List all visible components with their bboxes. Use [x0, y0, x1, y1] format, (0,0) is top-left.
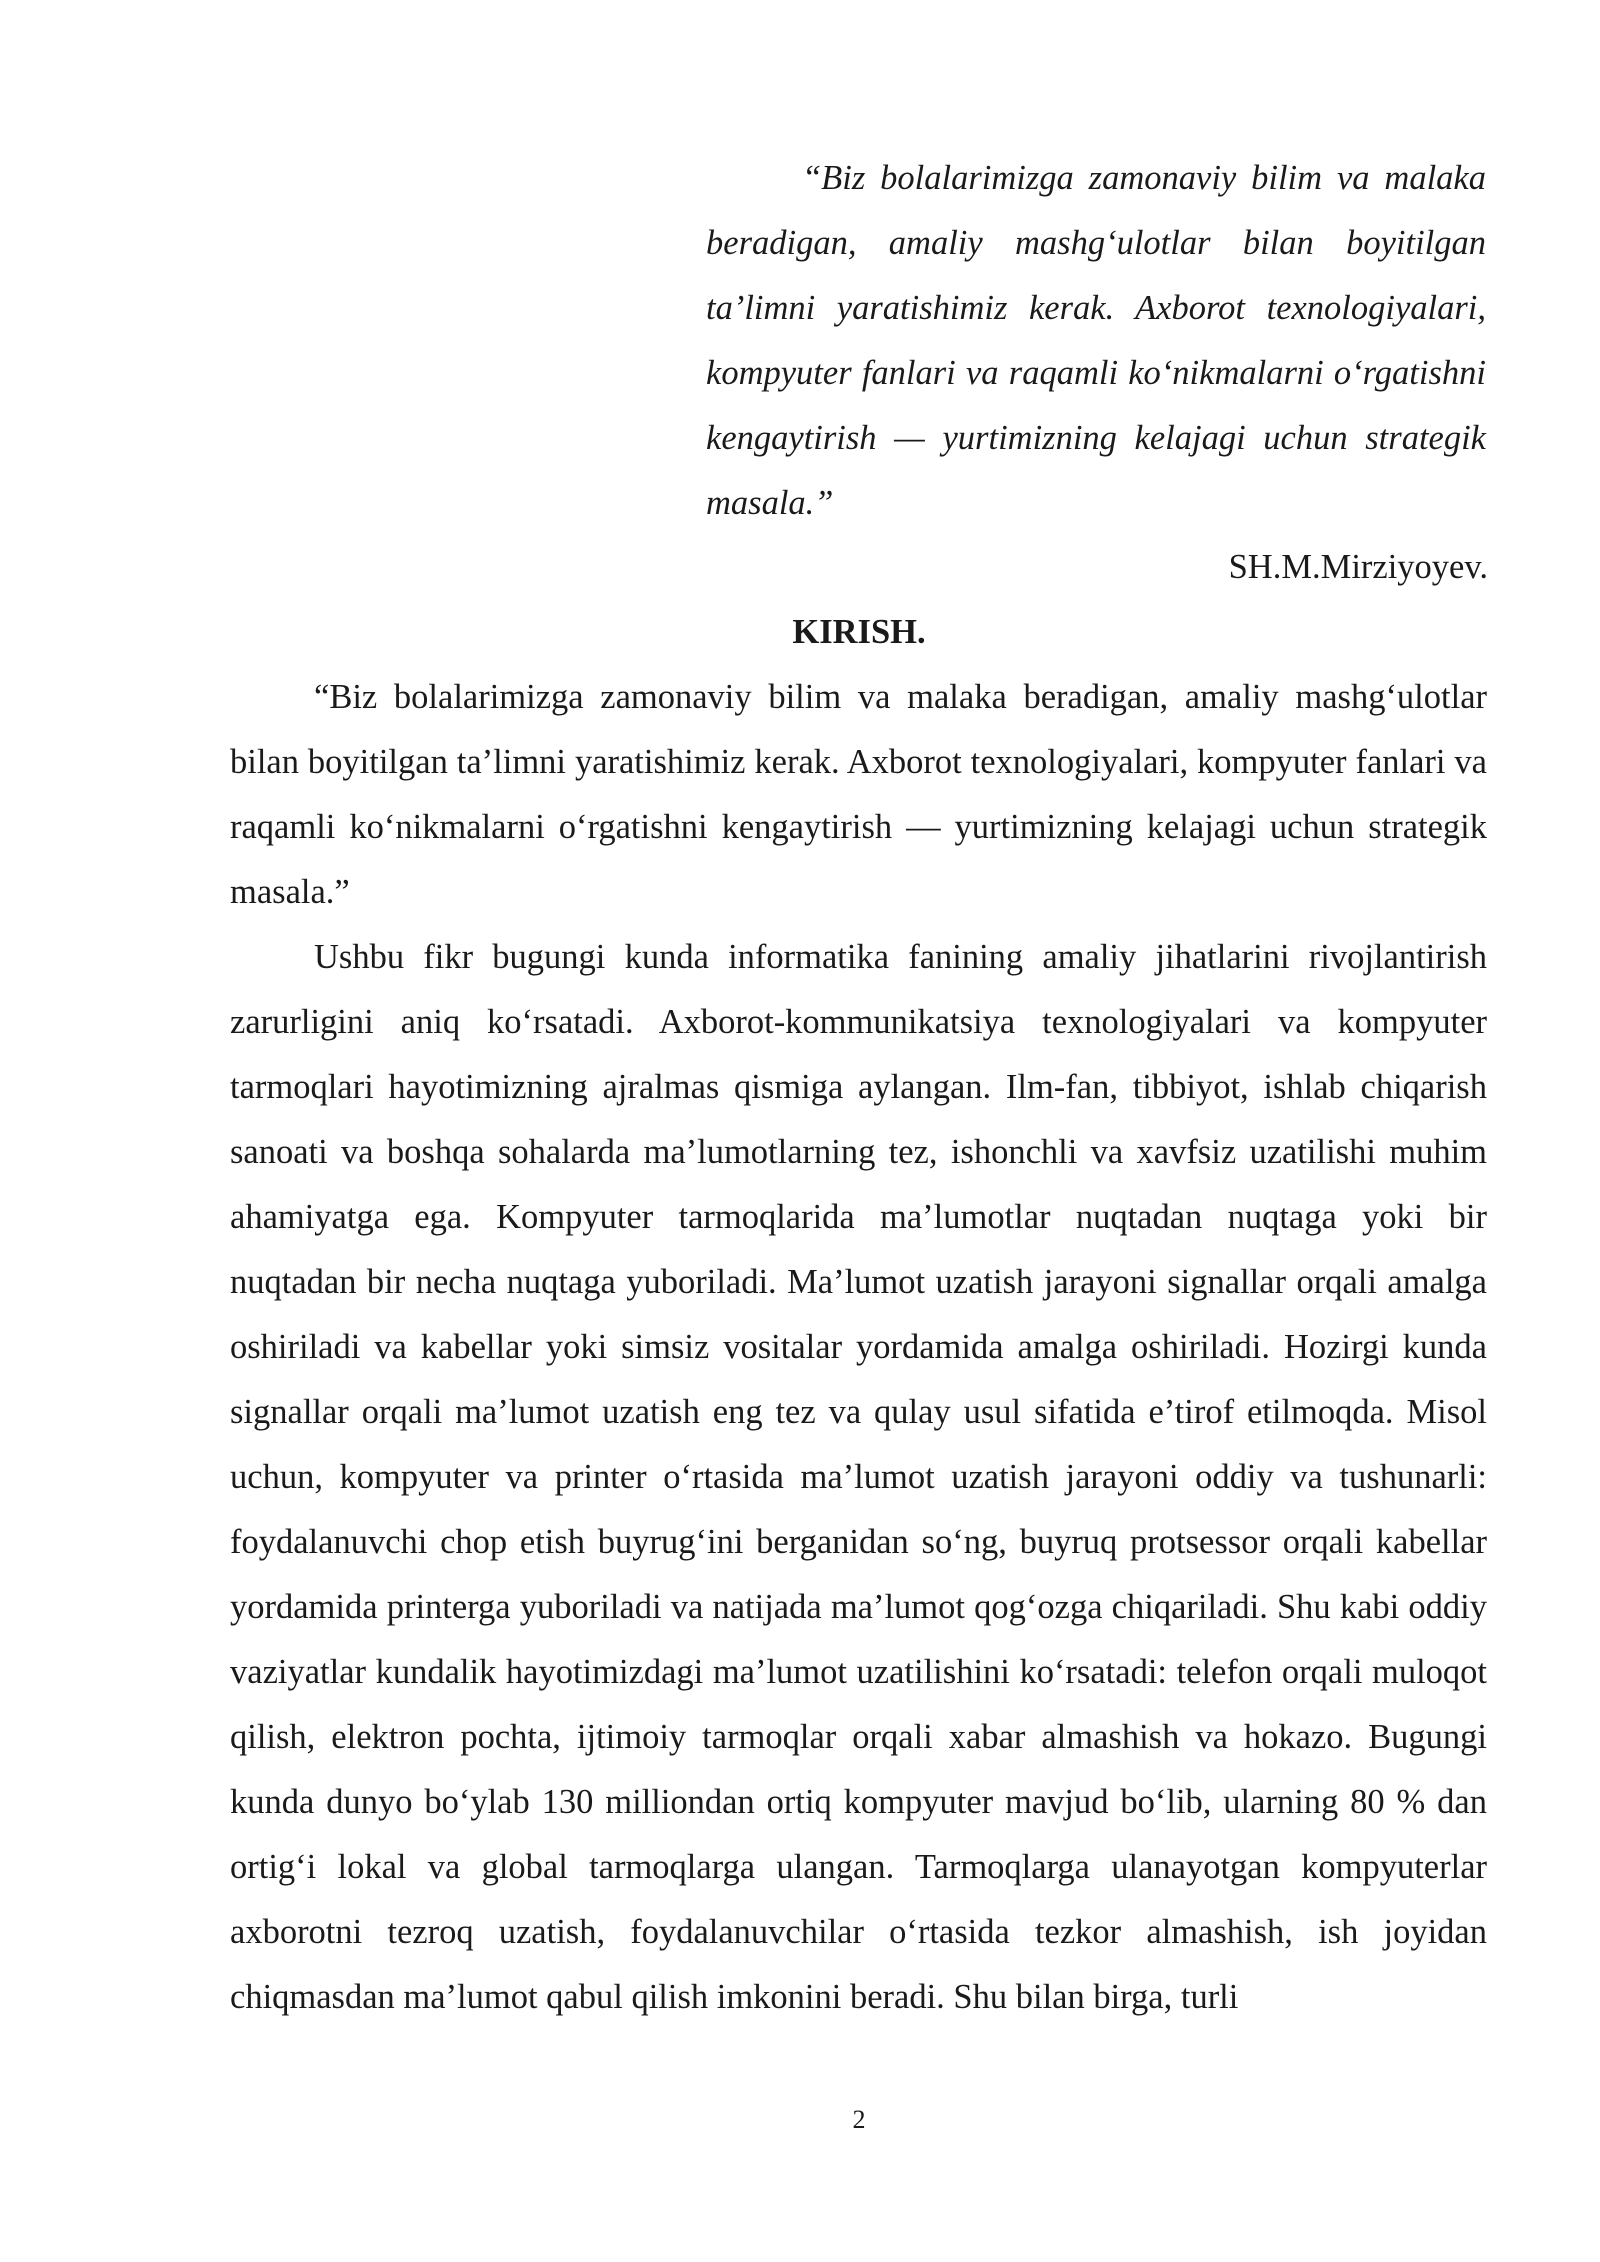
page-number: 2 — [852, 2105, 866, 2134]
body-text — [230, 665, 1487, 2030]
epigraph-author: SH.M.Mirziyoyev. — [1228, 548, 1488, 586]
paragraph-main: Ushbu fikr bugungi kunda informatika fanining amaliy jihatlarini rivojlantirish zarurligini aniq ko‘rsatadi. Axborot-kommunikatsiya texnologiyalari va kompyuter tarmoqlari hayotimizning ajralmas qismiga aylangan. Ilm-fan, tibbiyot, ishlab chiqarish sanoati va boshqa sohalarda ma’lumotlarning tez, ishonchli va xavfsiz uzatilishi muhim ahamiyatga ega. Kompyuter tarmoqlarida ma’lumotlar nuqtadan nuqtaga yoki bir nuqtadan bir necha nuqtaga yuboriladi. Ma’lumot uzatish jarayoni signallar orqali amalga oshiriladi va kabellar yoki simsiz vositalar yordamida amalga oshiriladi. Hozirgi kunda signallar orqali ma’lumot uzatish eng tez va qulay usul sifatida e’tirof etilmoqda. Misol uchun, kompyuter va printer o‘rtasida ma’lumot uzatish jarayoni oddiy va tushunarli: foydalanuvchi chop etish buyrug‘ini berganidan so‘ng, buyruq protsessor orqali kabellar yordamida printerga yuboriladi va natijada ma’lumot qog‘ozga chiqariladi. Shu kabi oddiy vaziyatlar kundalik hayotimizdagi ma’lumot uzatilishini ko‘rsatadi: telefon orqali muloqot qilish, elektron pochta, ijtimoiy tarmoqlar orqali xabar almashish va hokazo. Bugungi kunda dunyo bo‘ylab 130 milliondan ortiq kompyuter mavjud bo‘lib, ularning 80 % dan ortig‘i lokal va global tarmoqlarga ulangan. Tarmoqlarga ulanayotgan kompyuterlar axborotni tezroq uzatish, foydalanuvchilar o‘rtasida tezkor almashish, ish joyidan chiqmasdan ma’lumot qabul qilish imkonini beradi. Shu bilan birga, turli — [230, 938, 1487, 2016]
section-title: KIRISH. — [792, 613, 926, 651]
paragraph-quote: “Biz bolalarimizga zamonaviy bilim va malaka beradigan, amaliy mashg‘ulotlar bilan boyitilgan ta’limni yaratishimiz kerak. Axborot texnologiyalari, kompyuter fanlari va raqamli ko‘nikmalarni o‘rgatishni kengaytirish — yurtimizning kelajagi uchun strategik masala.” — [230, 678, 1487, 911]
epigraph-quote: “Biz bolalarimizga zamonaviy bilim va malaka beradigan, amaliy mashg‘ulotlar bilan boyitilgan ta’limni yaratishimiz kerak. Axborot texnologiyalari, kompyuter fanlari va raqamli ko‘nikmalarni o‘rgatishni kengaytirish — yurtimizning kelajagi uchun strategik masala.” — [706, 159, 1486, 522]
